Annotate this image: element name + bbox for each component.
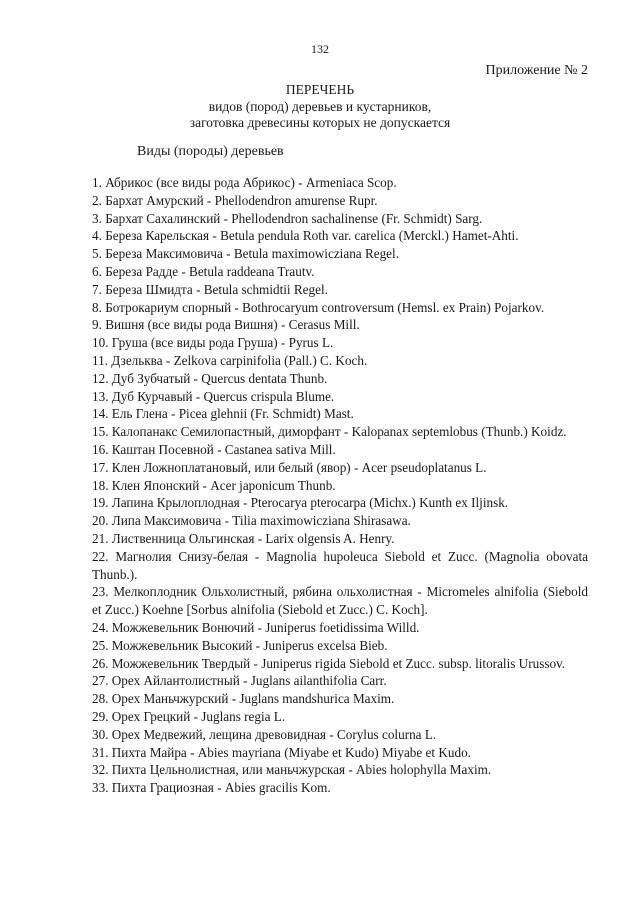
list-item: 33. Пихта Грациозная - Abies gracilis Kom. (92, 780, 331, 796)
species-list (92, 174, 588, 797)
appendix-label: Приложение № 2 (485, 63, 588, 78)
list-item: 16. Каштан Посевной - Castanea sativa Mill. (92, 441, 336, 457)
list-item: 6. Береза Радде - Betula raddeana Trautv. (92, 263, 315, 279)
list-item: 10. Груша (все виды рода Груша) - Pyrus L. (92, 335, 334, 351)
document-title (0, 82, 640, 132)
list-item: 17. Клен Ложноплатановый, или белый (явор) - Acer pseudoplatanus L. (92, 459, 487, 475)
list-item: 14. Ель Глена - Picea glehnii (Fr. Schmidt) Mast. (92, 406, 354, 422)
list-item: 25. Можжевельник Высокий - Juniperus excelsa Bieb. (92, 637, 388, 653)
list-item: 3. Бархат Сахалинский - Phellodendron sachalinense (Fr. Schmidt) Sarg. (92, 210, 483, 226)
list-item: 15. Калопанакс Семилопастный, диморфант - Kalopanax septemlobus (Thunb.) Koidz. (92, 424, 567, 440)
list-item: 5. Береза Максимовича - Betula maximowicziana Regel. (92, 246, 399, 262)
list-item: 26. Можжевельник Твердый - Juniperus rigida Siebold et Zucc. subsp. litoralis Urussov. (92, 655, 566, 671)
list-item: 19. Лапина Крылоплодная - Pterocarya pterocarpa (Michx.) Kunth ex Iljinsk. (92, 495, 509, 511)
list-item: 11. Дзельква - Zelkova carpinifolia (Pall.) C. Koch. (92, 352, 368, 368)
list-item: 13. Дуб Курчавый - Quercus crispula Blume. (92, 388, 335, 404)
list-item: 9. Вишня (все виды рода Вишня) - Cerasus Mill. (92, 317, 360, 333)
list-item: 29. Орех Грецкий - Juglans regia L. (92, 708, 286, 724)
list-item: 7. Береза Шмидта - Betula schmidtii Regel. (92, 281, 328, 297)
list-item: 30. Орех Медвежий, лещина древовидная - Corylus colurna L. (92, 726, 437, 742)
list-item: 23. Мелкоплодник Ольхолистный, рябина ольхолистная - Micromeles alnifolia (Siebold et Zucc.) Koehne [Sorbus alnifolia (Siebold et Zucc.) C. Koch]. (92, 584, 588, 618)
list-item: 32. Пихта Цельнолистная, или маньчжурская - Abies holophylla Maxim. (92, 762, 492, 778)
list-item: 2. Бархат Амурский - Phellodendron amurense Rupr. (92, 192, 378, 208)
list-item: 27. Орех Айлантолистный - Juglans ailanthifolia Carr. (92, 673, 387, 689)
list-item: 31. Пихта Майра - Abies mayriana (Miyabe et Kudo) Miyabe et Kudo. (92, 744, 471, 760)
list-item: 28. Орех Маньчжурский - Juglans mandshurica Maxim. (92, 691, 395, 707)
list-item: 8. Ботрокариум спорный - Bothrocaryum controversum (Hemsl. ex Prain) Pojarkov. (92, 299, 545, 315)
section-heading: Виды (породы) деревьев (137, 144, 284, 159)
list-item: 18. Клен Японский - Acer japonicum Thunb. (92, 477, 336, 493)
page-number: 132 (311, 42, 329, 56)
list-item: 1. Абрикос (все виды рода Абрикос) - Armeniaca Scop. (92, 175, 397, 190)
title-line-2: видов (пород) деревьев и кустарников, (208, 98, 432, 114)
list-item: 21. Лиственница Ольгинская - Larix olgensis A. Henry. (92, 530, 395, 546)
list-item: 12. Дуб Зубчатый - Quercus dentata Thunb. (92, 370, 328, 386)
list-item: 4. Береза Карельская - Betula pendula Roth var. carelica (Merckl.) Hamet-Ahti. (92, 228, 519, 244)
title-line-3: заготовка древесины которых не допускается (189, 115, 451, 130)
list-item: 20. Липа Максимовича - Tilia maximowicziana Shirasawa. (92, 513, 411, 529)
list-item: 22. Магнолия Снизу-белая - Magnolia hupoleuca Siebold et Zucc. (Magnolia obovata Thunb.). (92, 548, 588, 582)
title-line-1: ПЕРЕЧЕНЬ (285, 82, 355, 97)
list-item: 24. Можжевельник Вонючий - Juniperus foetidissima Willd. (92, 619, 420, 635)
